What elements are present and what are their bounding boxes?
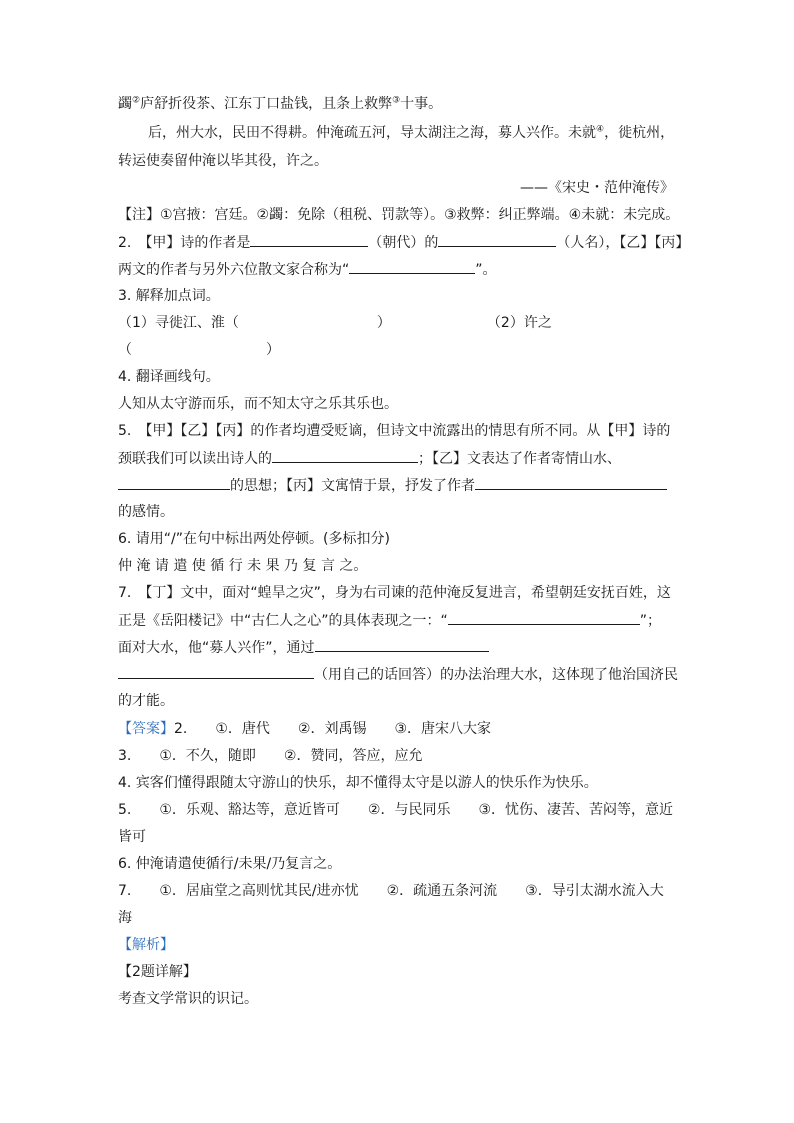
question-2-cont: 两文的作者与另外六位散文家合称为“ ”。 (118, 259, 497, 280)
passage-line: 蠲②庐舒折役茶、江东丁口盐钱，且条上救弊③十事。 (118, 95, 443, 112)
question-7-cont: （用自己的话回答）的办法治理大水，这体现了他治国济民 (118, 664, 678, 685)
answer-2: 【答案】2. ①．唐代 ②．刘禹锡 ③．唐宋八大家 (118, 721, 492, 737)
answer-blank[interactable] (475, 475, 667, 490)
answer-6: 6. 仲淹请遣使循行/未果/乃复言之。 (118, 856, 342, 872)
question-4: 4. 翻译画线句。 (118, 369, 220, 385)
answer-blank[interactable] (250, 232, 368, 247)
question-6-line: 仲 淹 请 遣 使 循 行 未 果 乃 复 言 之。 (118, 558, 368, 574)
question-3: 3. 解释加点词。 (118, 288, 220, 304)
question-3-items: （1）寻徙江、淮（ ） （2）许之 (118, 315, 552, 331)
question-2: 2. 【甲】诗的作者是 （朝代）的 （人名），【乙】【丙】 (118, 232, 689, 253)
answer-5-cont: 皆可 (118, 829, 146, 845)
answer-blank[interactable] (438, 232, 556, 247)
answer-blank[interactable] (118, 664, 314, 679)
answer-label: 【答案】 (118, 721, 174, 737)
question-7-cont: 面对大水，他“募人兴作”，通过 (118, 637, 489, 658)
answer-blank[interactable] (272, 448, 418, 463)
question-5-end: 的感情。 (118, 504, 174, 520)
passage-source: ——《宋史・范仲淹传》 (520, 180, 674, 196)
analysis-label: 【解析】 (118, 937, 174, 953)
passage-line: 转运使奏留仲淹以毕其役，许之。 (118, 153, 328, 169)
answer-blank[interactable] (315, 637, 489, 652)
answer-4: 4. 宾客们懂得跟随太守游山的快乐，却不懂得太守是以游人的快乐作为快乐。 (118, 775, 598, 791)
answer-blank[interactable] (118, 475, 230, 490)
question-5-cont: 颈联我们可以读出诗人的 ；【乙】文表达了作者寄情山水、 (118, 448, 621, 469)
question-3-item2-blank: （ ） (118, 342, 280, 358)
answer-blank[interactable] (349, 259, 475, 274)
answer-7: 7. ①．居庙堂之高则忧其民/进亦忧 ②．疏通五条河流 ③．导引太湖水流入大 (118, 883, 664, 899)
question-7-cont: 正是《岳阳楼记》中“古仁人之心”的具体表现之一：“ ”； (118, 610, 661, 631)
answer-3: 3. ①．不久，随即 ②．赞同，答应，应允 (118, 748, 423, 764)
answer-blank[interactable] (448, 610, 640, 625)
question-7-end: 的才能。 (118, 693, 174, 709)
question-6: 6. 请用“/”在句中标出两处停顿。(多标扣分) (118, 531, 390, 547)
passage-line: 后，州大水，民田不得耕。仲淹疏五河，导太湖注之海，募人兴作。未就④，徙杭州， (148, 124, 675, 141)
analysis-q2-label: 【2题详解】 (118, 964, 197, 980)
answer-7-cont: 海 (118, 910, 132, 926)
analysis-q2-text: 考查文学常识的识记。 (118, 991, 258, 1007)
answer-5: 5. ①．乐观、豁达等，意近皆可 ②．与民同乐 ③．忧伤、凄苦、苦闷等，意近 (118, 802, 674, 818)
question-7: 7. 【丁】文中，面对“蝗旱之灾”，身为右司谏的范仲淹反复进言，希望朝廷安抚百姓，这 (118, 585, 671, 601)
passage-note: 【注】①宫掖：宫廷。②蠲：免除（租税、罚款等）。③救弊：纠正弊端。④未就：未完成。 (118, 207, 680, 223)
question-4-line: 人知从太守游而乐，而不知太守之乐其乐也。 (118, 396, 398, 412)
question-5-cont: 的思想；【丙】文寓情于景，抒发了作者 (118, 475, 667, 496)
question-5: 5. 【甲】【乙】【丙】的作者均遭受贬谪，但诗文中流露出的情思有所不同。从【甲】诗的 (118, 423, 671, 439)
